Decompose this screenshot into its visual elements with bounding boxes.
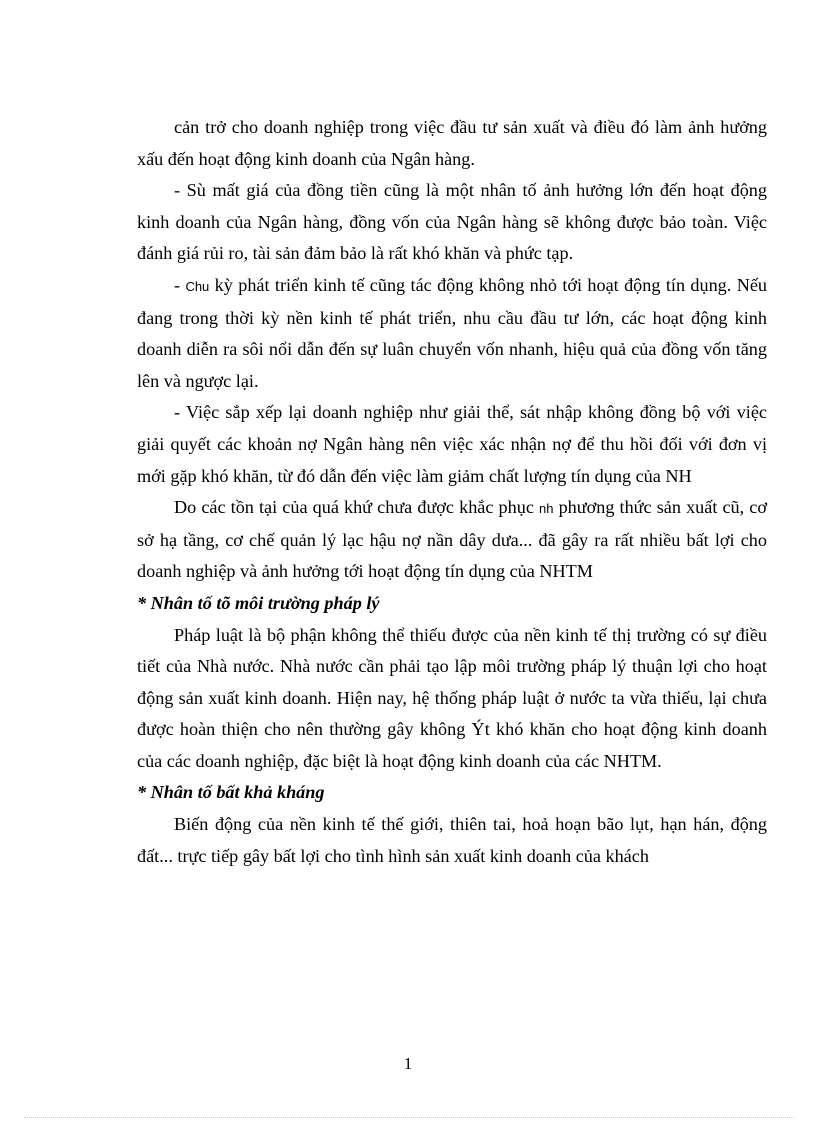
paragraph-5-prefix: Do các tồn tại của quá khứ chưa được khắc phục bbox=[174, 497, 539, 518]
paragraph-7: Biến động của nền kinh tế thế giới, thiên tai, hoả hoạn bão lụt, hạn hán, động đất... trực tiếp gây bất lợi cho tình hình sản xuất kinh doanh của khách bbox=[137, 814, 767, 866]
page-bottom-divider bbox=[24, 1117, 794, 1118]
paragraph-4: - Việc sắp xếp lại doanh nghiệp như giải thể, sát nhập không đồng bộ với việc giải quyết các khoản nợ Ngân hàng nên việc xác nhận nợ để thu hồi đối với đơn vị mới gặp khó khăn, từ đó dẫn đến việc làm giảm chất lượng tín dụng của NH bbox=[137, 402, 767, 486]
paragraph-3-text: kỳ phát triển kinh tế cũng tác động không nhỏ tới hoạt động tín dụng. Nếu đang trong thời kỳ nền kinh tế phát triển, nhu cầu đầu tư lớn, các hoạt động kinh doanh diễn ra sôi nổi dẫn đến sự luân chuyển vốn nhanh, hiệu quả của đồng vốn tăng lên và ngược lại. bbox=[137, 274, 767, 391]
section-heading-force-majeure: * Nhân tố bất khả kháng bbox=[137, 782, 325, 803]
paragraph-5 bbox=[137, 492, 767, 588]
paragraph-5-small-word: nh bbox=[539, 501, 554, 517]
paragraph-3-prefix: - bbox=[174, 274, 186, 295]
paragraph-6: Pháp luật là bộ phận không thể thiếu được của nền kinh tế thị trường có sự điều tiết của Nhà nước. Nhà nước cần phải tạo lập môi trường pháp lý thuận lợi cho hoạt động sản xuất kinh doanh. Hiện nay, hệ thống pháp luật ở nước ta vừa thiếu, lại chưa được hoàn thiện cho nên thường gây không Ýt khó khăn cho hoạt động kinh doanh của các doanh nghiệp, đặc biệt là hoạt động kinh doanh của các NHTM. bbox=[137, 624, 767, 771]
section-heading-legal: * Nhân tố tõ môi trường pháp lý bbox=[137, 592, 380, 613]
page-number: 1 bbox=[403, 1054, 413, 1073]
document-body bbox=[137, 112, 767, 872]
paragraph-5-text: phương thức sản xuất cũ, cơ sở hạ tầng, cơ chế quản lý lạc hậu nợ nần dây dưa... đã gây ra rất nhiều bất lợi cho doanh nghiệp và ảnh hưởng tới hoạt động tín dụng của NHTM bbox=[137, 497, 767, 582]
paragraph-3-small-word: Chu bbox=[185, 278, 210, 294]
paragraph-3 bbox=[137, 270, 767, 397]
paragraph-2: - Sù mất giá của đồng tiền cũng là một nhân tố ảnh hưởng lớn đến hoạt động kinh doanh của Ngân hàng, đồng vốn của Ngân hàng sẽ không được bảo toàn. Việc đánh giá rủi ro, tài sản đảm bảo là rất khó khăn và phức tạp. bbox=[137, 180, 767, 264]
paragraph-1: cản trở cho doanh nghiệp trong việc đầu tư sản xuất và điều đó làm ảnh hưởng xấu đến hoạt động kinh doanh của Ngân hàng. bbox=[137, 117, 767, 169]
